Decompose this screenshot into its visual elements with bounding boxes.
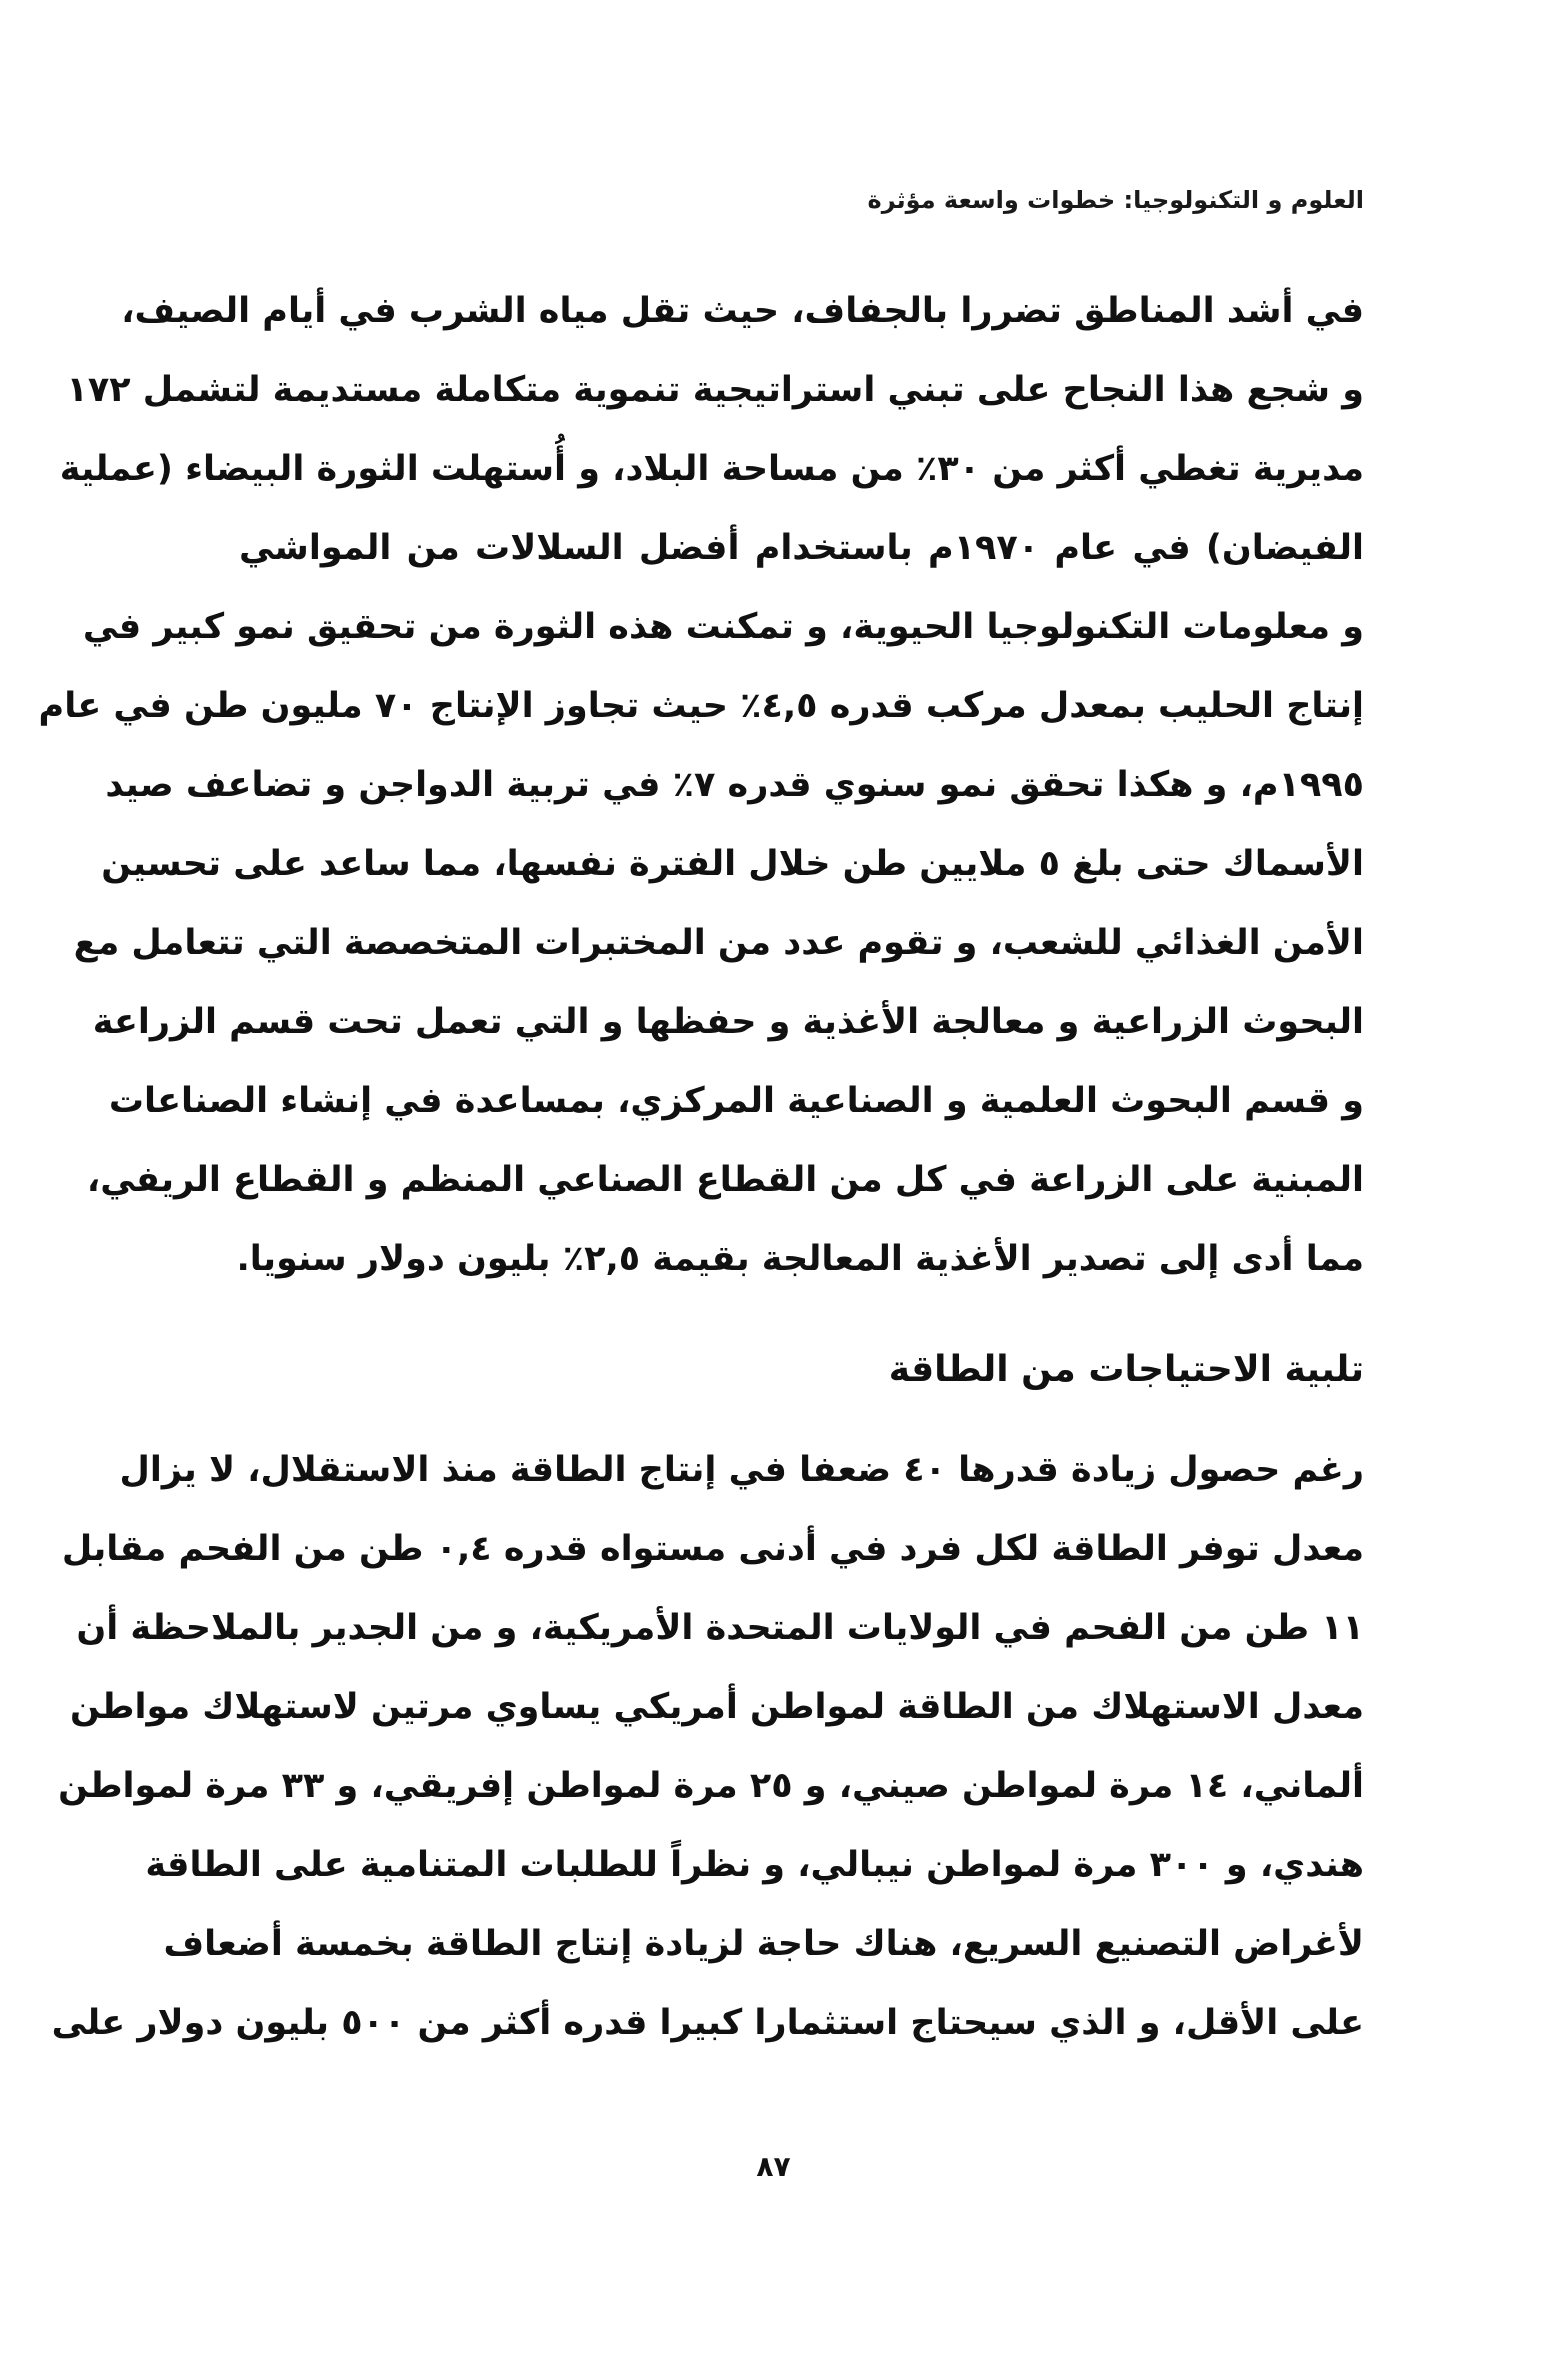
text-line: ألماني، ١٤ مرة لمواطن صيني، و ٢٥ مرة لمواطن إفريقي، و ٣٣ مرة لمواطن xyxy=(58,1766,1364,1806)
text-line: الفيضان) في عام ١٩٧٠م باستخدام أفضل السلالات من المواشي xyxy=(239,528,1365,568)
text-line: مديرية تغطي أكثر من ٣٠٪ من مساحة البلاد، و أُستهلت الثورة البيضاء (عملية xyxy=(59,449,1364,489)
paragraph-dairy-revolution xyxy=(38,272,1365,1299)
paragraph-energy-needs xyxy=(51,1431,1364,2063)
text-line: ١٩٩٥م، و هكذا تحقق نمو سنوي قدره ٧٪ في تربية الدواجن و تضاعف صيد xyxy=(105,765,1364,805)
text-line: و قسم البحوث العلمية و الصناعية المركزي، بمساعدة في إنشاء الصناعات xyxy=(108,1081,1364,1121)
text-line: مما أدى إلى تصدير الأغذية المعالجة بقيمة ٢,٥٪ بليون دولار سنويا. xyxy=(236,1239,1364,1279)
page-number: ٨٧ xyxy=(756,2150,791,2183)
text-line: المبنية على الزراعة في كل من القطاع الصناعي المنظم و القطاع الريفي، xyxy=(86,1160,1364,1200)
text-line: على الأقل، و الذي سيحتاج استثمارا كبيرا قدره أكثر من ٥٠٠ بليون دولار على xyxy=(51,2003,1364,2043)
text-line: معدل الاستهلاك من الطاقة لمواطن أمريكي يساوي مرتين لاستهلاك مواطن xyxy=(70,1687,1364,1727)
text-line: لأغراض التصنيع السريع، هناك حاجة لزيادة إنتاج الطاقة بخمسة أضعاف xyxy=(163,1924,1364,1964)
text-line: الأمن الغذائي للشعب، و تقوم عدد من المختبرات المتخصصة التي تتعامل مع xyxy=(73,923,1364,963)
text-line: البحوث الزراعية و معالجة الأغذية و حفظها و التي تعمل تحت قسم الزراعة xyxy=(92,1002,1364,1042)
text-line: رغم حصول زيادة قدرها ٤٠ ضعفا في إنتاج الطاقة منذ الاستقلال، لا يزال xyxy=(119,1450,1364,1490)
text-line: و شجع هذا النجاح على تبني استراتيجية تنموية متكاملة مستديمة لتشمل ١٧٢ xyxy=(66,370,1364,410)
text-line: معدل توفر الطاقة لكل فرد في أدنى مستواه قدره ٠,٤ طن من الفحم مقابل xyxy=(61,1529,1364,1569)
running-header: العلوم و التكنولوجيا: خطوات واسعة مؤثرة xyxy=(867,186,1364,214)
text-line: و معلومات التكنولوجيا الحيوية، و تمكنت هذه الثورة من تحقيق نمو كبير في xyxy=(82,607,1364,647)
text-line: إنتاج الحليب بمعدل مركب قدره ٤,٥٪ حيث تجاوز الإنتاج ٧٠ مليون طن في عام xyxy=(38,686,1364,726)
text-line: ١١ طن من الفحم في الولايات المتحدة الأمريكية، و من الجدير بالملاحظة أن xyxy=(76,1608,1364,1648)
text-line: الأسماك حتى بلغ ٥ ملايين طن خلال الفترة نفسها، مما ساعد على تحسين xyxy=(101,844,1364,884)
text-line: في أشد المناطق تضررا بالجفاف، حيث تقل مياه الشرب في أيام الصيف، xyxy=(121,291,1364,331)
text-line: هندي، و ٣٠٠ مرة لمواطن نيبالي، و نظراً للطلبات المتنامية على الطاقة xyxy=(145,1845,1364,1885)
section-heading: تلبية الاحتياجات من الطاقة xyxy=(888,1349,1364,1390)
